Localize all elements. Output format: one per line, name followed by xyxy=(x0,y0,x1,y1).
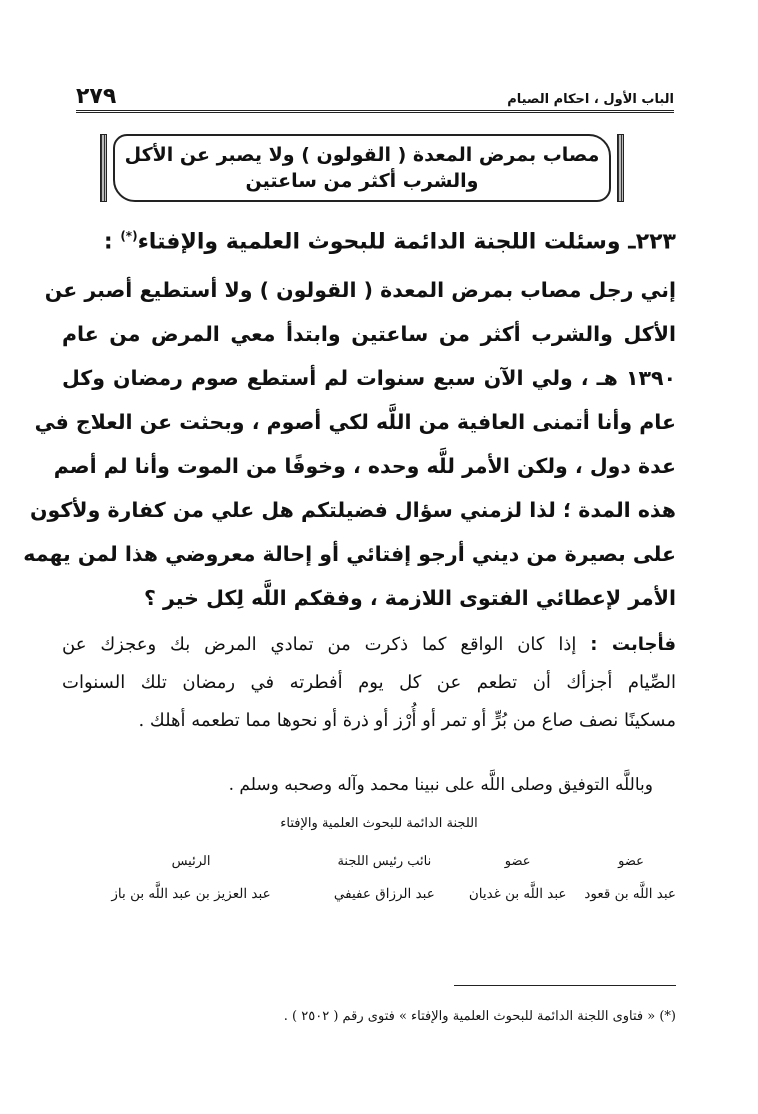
question-line: ١٣٩٠ هـ ، ولي الآن سبع سنوات لم أستطع صوم رمضان وكل xyxy=(62,366,676,390)
role-member-2: عضو xyxy=(504,854,531,869)
title-line-2: والشرب أكثر من ساعتين xyxy=(245,170,479,192)
running-header xyxy=(76,80,674,113)
signatory-names xyxy=(76,882,676,906)
member-name: عبد اللَّه بن غديان xyxy=(468,886,567,902)
member-name: عبد العزيز بن عبد اللَّه بن باز xyxy=(111,886,271,902)
role-chair: الرئيس xyxy=(171,854,211,869)
member-name: عبد اللَّه بن قعود xyxy=(584,886,676,902)
signatory-roles xyxy=(76,850,676,874)
title-box-right-ornament xyxy=(617,134,624,202)
answer-line-1-text: إذا كان الواقع كما ذكرت من تمادي المرض بك وعجزك عن xyxy=(62,634,591,655)
footnote-divider xyxy=(454,985,676,986)
question-line: على بصيرة من ديني أرجو إفتائي أو إحالة معروضي هذا لمن يهمه xyxy=(23,542,676,566)
title-line-1: مصاب بمرض المعدة ( القولون ) ولا يصبر عن الأكل xyxy=(124,144,600,166)
title-box-frame xyxy=(113,134,612,202)
answer-line: مسكينًا نصف صاع من بُرٍّ أو تمر أو أُرْز أو ذرة أو نحوها مما تطعمه أهلك . xyxy=(138,710,676,731)
page-number: ٢٧٩ xyxy=(76,84,117,109)
question-body xyxy=(23,268,676,620)
fatwa-title-box xyxy=(100,134,624,202)
question-line: إني رجل مصاب بمرض المعدة ( القولون ) ولا أستطيع أصبر عن xyxy=(44,278,676,302)
answer-label: فأجابت : xyxy=(590,634,676,655)
answer-line xyxy=(62,626,676,664)
question-line: الأمر لإعطائي الفتوى اللازمة ، وفقكم اللَّه لِكل خير ؟ xyxy=(144,586,676,610)
question-line: الأكل والشرب أكثر من ساعتين وابتدأ معي المرض من عام xyxy=(62,322,676,346)
role-member-1: عضو xyxy=(618,854,644,869)
answer-line: الصِّيام أجزأك أن تطعم عن كل يوم أفطرته في رمضان تلك السنوات xyxy=(62,672,676,693)
role-vice-chair: نائب رئيس اللجنة xyxy=(337,854,432,869)
question-line: عدة دول ، ولكن الأمر للَّه وحده ، وخوفًا من الموت وأنا لم أصم xyxy=(53,454,676,478)
question-line: هذه المدة ؛ لذا لزمني سؤال فضيلتكم هل علي من كفارة ولأكون xyxy=(30,498,676,522)
footnote: (*) « فتاوى اللجنة الدائمة للبحوث العلمية والإفتاء » فتوى رقم ( ٢٥٠٢ ) . xyxy=(283,1009,676,1024)
footnote-marker: (*) xyxy=(120,229,138,243)
chapter-title: الباب الأول ، احكام الصيام xyxy=(507,92,674,107)
committee-name: اللجنة الدائمة للبحوث العلمية والإفتاء xyxy=(280,816,478,831)
question-heading-colon: : xyxy=(103,229,121,255)
answer-body xyxy=(62,626,676,740)
title-box-left-ornament xyxy=(100,134,107,202)
member-name: عبد الرزاق عفيفي xyxy=(333,886,435,902)
question-heading-text: ٢٢٣ـ وسئلت اللجنة الدائمة للبحوث العلمية والإفتاء xyxy=(137,229,676,255)
question-heading xyxy=(104,218,676,260)
closing-prayer: وباللَّه التوفيق وصلى اللَّه على نبينا محمد وآله وصحبه وسلم . xyxy=(228,775,653,795)
question-line: عام وأنا أتمنى العافية من اللَّه لكي أصوم ، وبحثت عن العلاج في xyxy=(34,410,676,434)
